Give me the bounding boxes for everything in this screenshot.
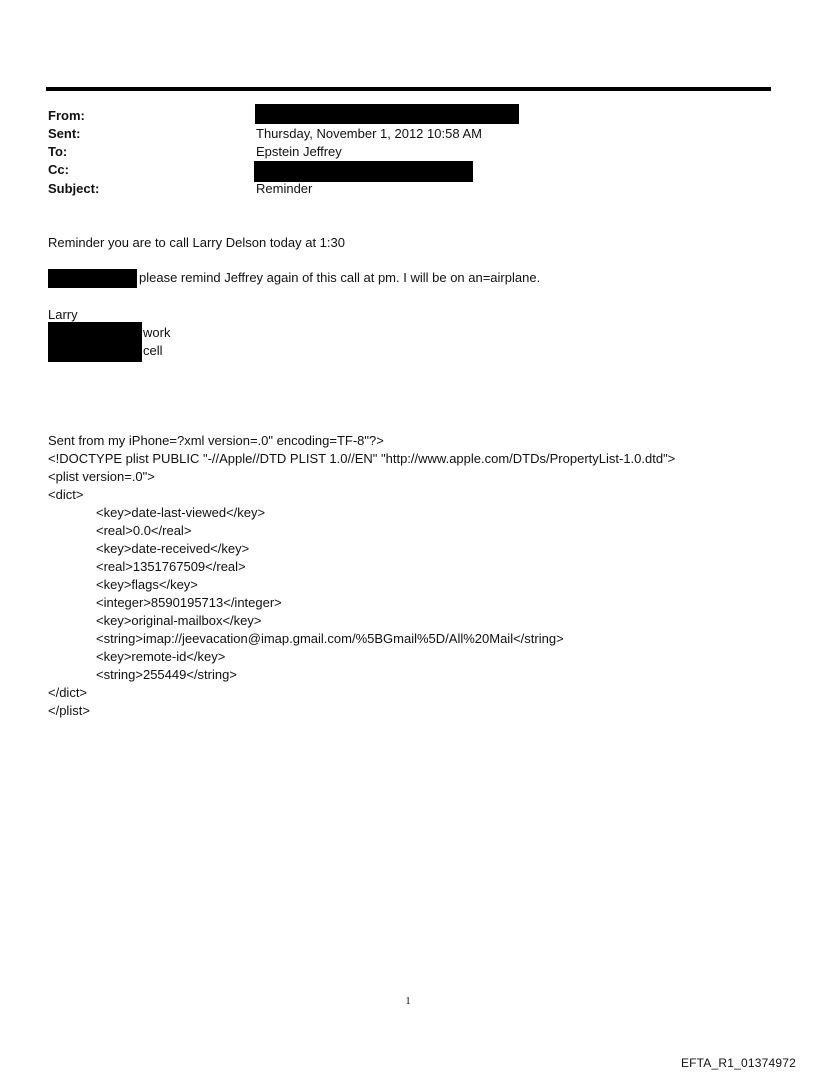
sent-value: Thursday, November 1, 2012 10:58 AM	[256, 126, 482, 141]
redacted-phone-numbers	[48, 322, 142, 362]
header-rule	[46, 87, 771, 91]
plist-value-line: <real>0.0</real>	[96, 523, 192, 538]
body-line-reminder: Reminder you are to call Larry Delson today at 1:30	[48, 235, 345, 250]
signature-cell: cell	[143, 343, 163, 358]
signature-work: work	[143, 325, 171, 340]
plist-close-line: </plist>	[48, 703, 90, 718]
plist-key-line: <key>flags</key>	[96, 577, 198, 592]
sent-label: Sent:	[48, 126, 81, 141]
bates-number: EFTA_R1_01374972	[680, 1056, 796, 1070]
plist-open-line: <plist version=.0">	[48, 469, 155, 484]
body-line-remind: please remind Jeffrey again of this call at pm. I will be on an=airplane.	[139, 270, 541, 285]
to-label: To:	[48, 144, 68, 159]
plist-key-line: <key>remote-id</key>	[96, 649, 226, 664]
sent-from-line: Sent from my iPhone=?xml version=.0" encoding=TF-8"?>	[48, 433, 384, 448]
dict-close-line: </dict>	[48, 685, 88, 700]
plist-key-line: <key>date-last-viewed</key>	[96, 505, 266, 520]
redacted-cc	[254, 161, 473, 182]
plist-value-line: <real>1351767509</real>	[96, 559, 246, 574]
subject-value: Reminder	[256, 181, 313, 196]
page-number: 1	[405, 995, 411, 1007]
signature-name: Larry	[48, 307, 78, 322]
plist-value-line: <string>255449</string>	[96, 667, 237, 682]
plist-key-line: <key>original-mailbox</key>	[96, 613, 262, 628]
plist-key-line: <key>date-received</key>	[96, 541, 250, 556]
dict-open-line: <dict>	[48, 487, 84, 502]
from-label: From:	[48, 108, 85, 123]
plist-value-line: <string>imap://jeevacation@imap.gmail.com/%5BGmail%5D/All%20Mail</string>	[96, 631, 564, 646]
plist-value-line: <integer>8590195713</integer>	[96, 595, 282, 610]
doctype-line: <!DOCTYPE plist PUBLIC "-//Apple//DTD PLIST 1.0//EN" "http://www.apple.com/DTDs/PropertyList-1.0.dtd">	[48, 451, 676, 466]
subject-label: Subject:	[48, 181, 100, 196]
redacted-name	[48, 269, 137, 288]
to-value: Epstein Jeffrey	[256, 144, 342, 159]
cc-label: Cc:	[48, 162, 69, 177]
redacted-from	[255, 104, 519, 124]
